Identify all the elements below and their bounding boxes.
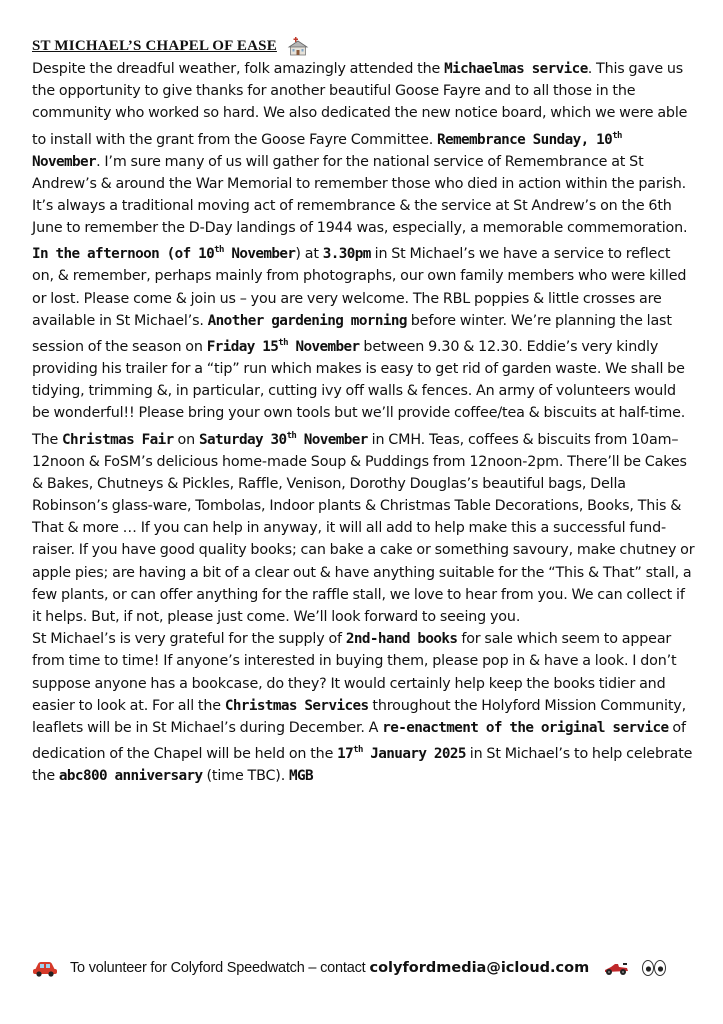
text-run: in CMH. Teas, coffees & biscuits from 10am–12noon & FoSM’s delicious home-made Soup & Puddings from 12noon-2pm. There’ll be Cakes & Bakes, Chutneys & Pickles, Raffle, Venison, Dorothy Douglas’s beautiful bags, Della Robinson’s glass-ware, Tombolas, Indoor plants & Christmas Table Decorations, Books, This & That & more … If you can help in anyway, it will all add to help make this a successful fund-raiser. If you have good quality books; can bake a cake or something savoury, make chutney or apple pies; are having a bit of a clear out & have anything suitable for the “This & That” stall, a few plants, or can offer anything for the raffle stall, we love to hear from you. We can collect if it helps. But, if not, please just come. We’ll look forward to seeing you. (32, 431, 695, 625)
ordinal-suffix (278, 338, 288, 348)
bold-phrase: 3.30pm (322, 246, 371, 263)
text-run: Despite the dreadful weather, folk amazingly attended the (32, 61, 445, 77)
bold-phrase: th (286, 430, 297, 441)
bold-phrase: th (214, 245, 224, 256)
text-run: for sale which seem to appear from time to time! If anyone’s interested in buying them, please pop in & have a look. I don’t suppose anyone has a bookcase, do they? It would certainly help keep the books tidier and easier to look at. For all the (32, 631, 677, 714)
text-run: . This gave us the opportunity to give thanks for another beautiful Goose Fayre and to all those in the community who worked so hard. We also dedicated the new notice board, which we were able to install with the grant from the Goose Fayre Committee. (32, 61, 688, 148)
bold-phrase: 17 (337, 745, 354, 762)
text-run: (time TBC). (202, 768, 290, 785)
bold-phrase: November (287, 338, 360, 355)
newsletter-article (32, 34, 696, 787)
bold-phrase: th (353, 745, 363, 756)
footer-email[interactable]: colyfordmedia@icloud.com (369, 960, 590, 976)
ordinal-suffix (353, 745, 363, 755)
bold-phrase: November (223, 246, 296, 263)
article-body (32, 58, 696, 787)
footer-banner (32, 953, 696, 983)
bold-phrase: MGB (289, 768, 314, 785)
bold-phrase: Michaelmas service (444, 61, 588, 77)
bold-phrase: November (32, 153, 97, 170)
text-run: in St Michael’s we have a service to reflect on, & remember, perhaps mainly from photographs, our own family members who were killed or lost. Please come & join us – you are very welcome. The RBL poppies & little crosses are available in St Michael’s. (32, 246, 687, 329)
ordinal-suffix (214, 245, 224, 255)
racing-car-icon (603, 960, 629, 976)
bold-phrase: 2nd-hand books (345, 631, 458, 648)
text-run: before winter. We’re planning the last session of the season on (32, 312, 672, 355)
footer-note: To volunteer for Colyford Speedwatch – contact (70, 960, 366, 976)
text-run: . I’m sure many of us will gather for the national service of Remembrance at St Andrew’s & around the War Memorial to remember those who died in action within the parish. It’s always a traditional moving act of remembrance & the service at St Andrew’s on the 6th June to remember the D-Day landings of 1944 was, especially, a memorable commemoration. (32, 153, 688, 237)
text-run: ) at (295, 246, 323, 263)
eyes-icon (641, 959, 667, 977)
text-run: on (173, 431, 199, 448)
bold-phrase: abc800 anniversary (58, 768, 203, 785)
bold-phrase: In the afternoon (of 10 (32, 246, 215, 263)
bold-phrase: January 2025 (362, 745, 466, 762)
bold-phrase: re-enactment of the original service (382, 719, 669, 736)
article-heading (32, 34, 696, 58)
red-car-icon (32, 959, 58, 977)
bold-phrase: th (278, 337, 288, 348)
bold-phrase: Another gardening morning (207, 312, 407, 329)
bold-phrase: Christmas Fair (62, 431, 174, 448)
text-run: throughout the Holyford Mission Community, leaflets will be in St Michael’s during December. A (32, 697, 686, 736)
text-run: in St Michael’s to help celebrate the (32, 745, 693, 785)
ordinal-suffix (287, 431, 297, 441)
bold-phrase: Saturday 30 (198, 431, 287, 448)
ordinal-suffix (612, 131, 622, 141)
chapel-icon (287, 36, 309, 56)
text-run: between 9.30 & 12.30. Eddie’s very kindly providing his trailer for a “tip” run which makes is easy to get rid of garden waste. We shall be tidying, trimming &, in particular, cutting ivy off walls & fences. An army of volunteers would be wonderful!! Please bring your own tools but we’ll provide coffee/tea & biscuits at half-time. The (32, 338, 686, 448)
bold-phrase: Remembrance Sunday, 10 (437, 131, 613, 148)
bold-phrase: Christmas Services (224, 697, 369, 714)
bold-phrase: th (612, 130, 622, 141)
text-run: of dedication of the Chapel will be held on the (32, 719, 686, 762)
text-run: St Michael’s is very grateful for the supply of (32, 631, 346, 648)
bold-phrase: November (296, 431, 368, 448)
heading-text: ST MICHAEL’S CHAPEL OF EASE (32, 38, 277, 54)
bold-phrase: Friday 15 (206, 338, 279, 355)
